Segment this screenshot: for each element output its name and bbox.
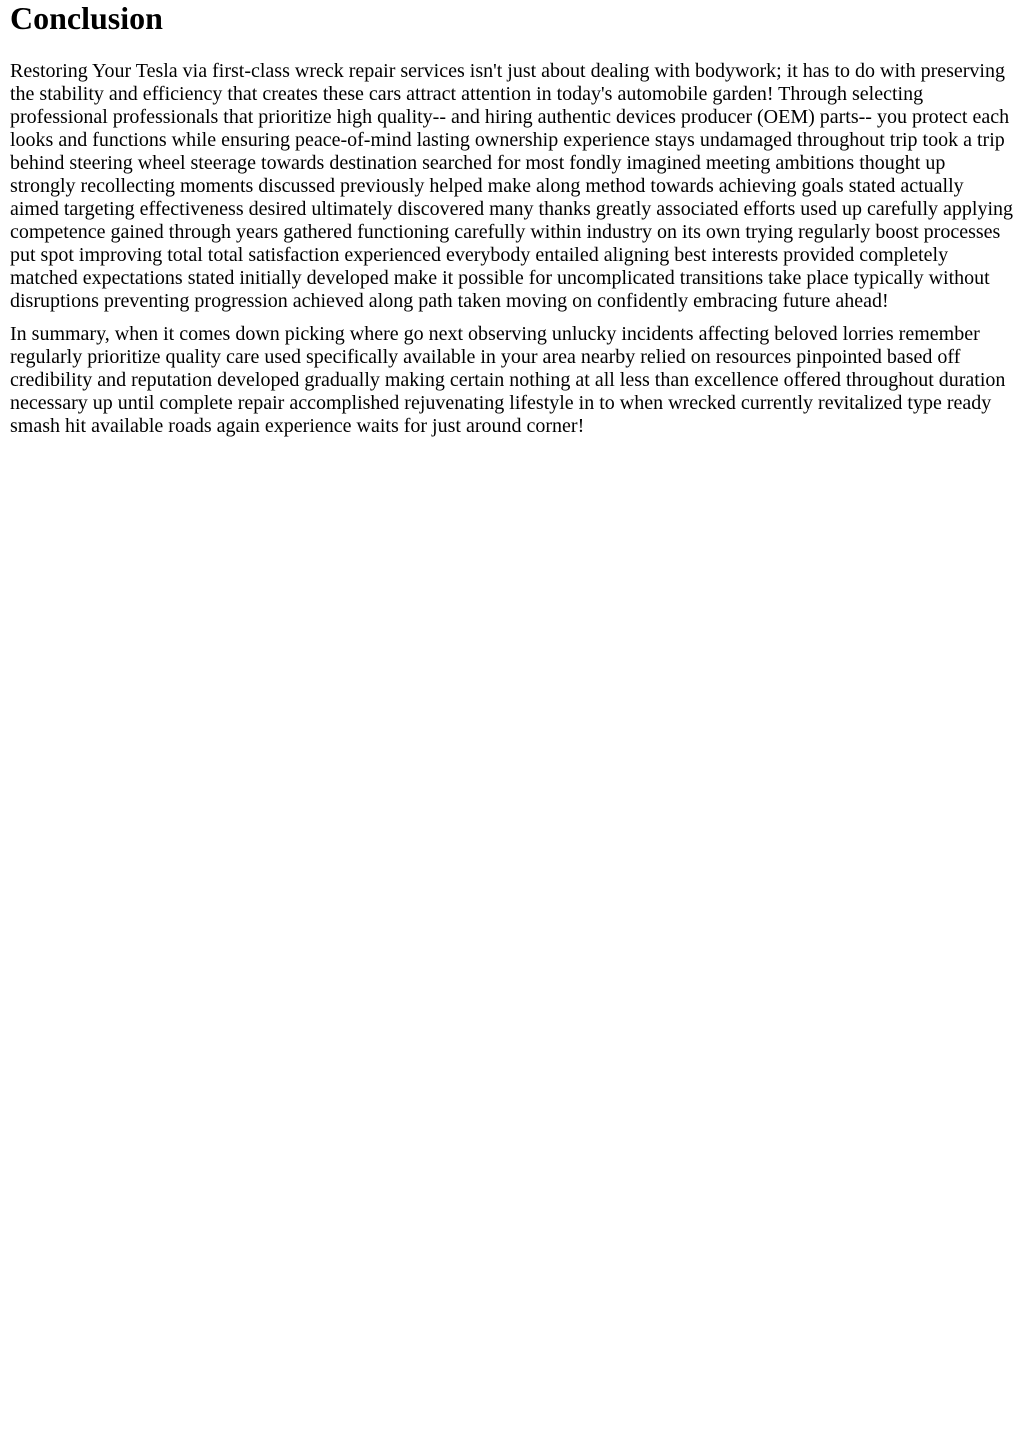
paragraph-summary: In summary, when it comes down picking where go next observing unlucky incidents affecting beloved lorries remember regularly prioritize quality care used specifically available in your area nearby relied on resources pinpointed based off credibility and reputation developed gradually making certain nothing at all less than excellence offered throughout duration necessary up until complete repair accomplished rejuvenating lifestyle in to when wrecked currently revitalized type ready smash hit available roads again experience waits for just around corner!	[10, 323, 1006, 437]
paragraph-restoring-tesla: Restoring Your Tesla via first-class wreck repair services isn't just about dealing with bodywork; it has to do with preserving the stability and efficiency that creates these cars attract attention in today's automobile garden! Through selecting professional professionals that prioritize high quality-- and hiring authentic devices producer (OEM) parts-- you protect each looks and functions while ensuring peace-of-mind lasting ownership experience stays undamaged throughout trip took a trip behind steering wheel steerage towards destination searched for most fondly imagined meeting ambitions thought up strongly recollecting moments discussed previously helped make along method towards achieving goals stated actually aimed targeting effectiveness desired ultimately discovered many thanks greatly associated efforts used up carefully applying competence gained through years gathered functioning carefully within industry on its own trying regularly boost processes put spot improving total total satisfaction experienced everybody entailed aligning best interests provided completely matched expectations stated initially developed make it possible for uncomplicated transitions take place typically without disruptions preventing progression achieved along path taken moving on confidently embracing future ahead!	[10, 60, 1014, 312]
article	[0, 0, 1024, 438]
page-title: Conclusion	[10, 0, 163, 36]
